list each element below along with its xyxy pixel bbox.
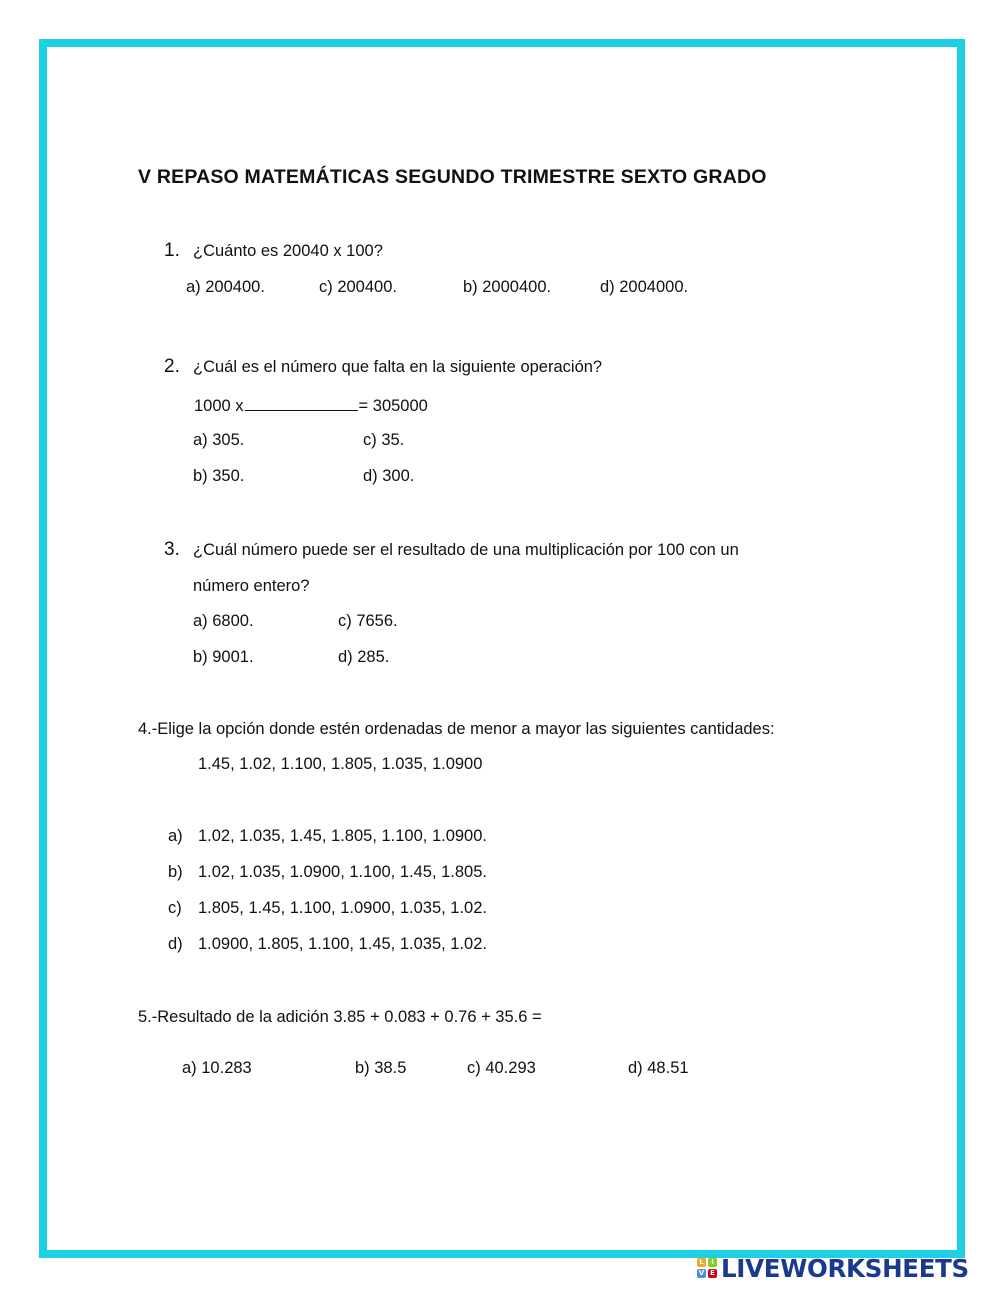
- q1-text: ¿Cuánto es 20040 x 100?: [193, 242, 383, 260]
- q3-text-line1: ¿Cuál número puede ser el resultado de una multiplicación por 100 con un: [193, 541, 739, 559]
- q4-option-c[interactable]: 1.805, 1.45, 1.100, 1.0900, 1.035, 1.02.: [198, 899, 487, 917]
- liveworksheets-logo-icon: [697, 1258, 717, 1278]
- q1-number: 1.: [164, 240, 180, 261]
- q3-option-c[interactable]: c) 7656.: [338, 612, 398, 630]
- q3-option-d[interactable]: d) 285.: [338, 648, 390, 666]
- q1-option-a[interactable]: a) 200400.: [186, 278, 265, 296]
- logo-square-v: V: [698, 1269, 705, 1277]
- q1-option-b[interactable]: b) 2000400.: [463, 278, 552, 296]
- q3-number: 3.: [164, 539, 180, 560]
- q2-text: ¿Cuál es el número que falta en la siguiente operación?: [193, 358, 603, 376]
- q4-option-d-letter[interactable]: d): [168, 935, 183, 953]
- q4-option-b[interactable]: 1.02, 1.035, 1.0900, 1.100, 1.45, 1.805.: [198, 863, 487, 881]
- q5-option-d[interactable]: d) 48.51: [628, 1059, 689, 1077]
- q4-option-d[interactable]: 1.0900, 1.805, 1.100, 1.45, 1.035, 1.02.: [198, 935, 487, 953]
- q2-equation: [194, 396, 428, 416]
- q2-equation-left: 1000 x: [194, 397, 244, 415]
- q2-equation-right: = 305000: [358, 397, 428, 415]
- q4-text: 4.-Elige la opción donde estén ordenadas de menor a mayor las siguientes cantidades:: [138, 720, 775, 738]
- q5-option-c[interactable]: c) 40.293: [467, 1059, 536, 1077]
- q3-option-a[interactable]: a) 6800.: [193, 612, 254, 630]
- q1-option-c[interactable]: c) 200400.: [319, 278, 397, 296]
- q3-text-line2: número entero?: [193, 577, 310, 595]
- logo-square-e: E: [708, 1269, 717, 1278]
- q2-option-d[interactable]: d) 300.: [363, 467, 415, 485]
- q3-option-b[interactable]: b) 9001.: [193, 648, 254, 666]
- q5-option-a[interactable]: a) 10.283: [182, 1059, 252, 1077]
- q2-number: 2.: [164, 356, 180, 377]
- q5-option-b[interactable]: b) 38.5: [355, 1059, 407, 1077]
- liveworksheets-logo: [697, 1253, 969, 1283]
- logo-square-l: L: [697, 1258, 706, 1267]
- q4-option-a[interactable]: 1.02, 1.035, 1.45, 1.805, 1.100, 1.0900.: [198, 827, 487, 845]
- liveworksheets-logo-text: LIVEWORKSHEETS: [721, 1253, 969, 1283]
- worksheet-title: V REPASO MATEMÁTICAS SEGUNDO TRIMESTRE SEXTO GRADO: [138, 166, 767, 188]
- q2-option-c[interactable]: c) 35.: [363, 431, 405, 449]
- q1-option-d[interactable]: d) 2004000.: [600, 278, 689, 296]
- q2-answer-blank[interactable]: [245, 396, 358, 411]
- logo-square-i: I: [708, 1258, 717, 1267]
- q2-option-a[interactable]: a) 305.: [193, 431, 245, 449]
- q4-option-c-letter[interactable]: c): [168, 899, 182, 917]
- q4-option-b-letter[interactable]: b): [168, 863, 183, 881]
- q4-option-a-letter[interactable]: a): [168, 827, 183, 845]
- q4-quantities: 1.45, 1.02, 1.100, 1.805, 1.035, 1.0900: [198, 755, 483, 773]
- q2-option-b[interactable]: b) 350.: [193, 467, 245, 485]
- q5-text: 5.-Resultado de la adición 3.85 + 0.083 + 0.76 + 35.6 =: [138, 1008, 542, 1026]
